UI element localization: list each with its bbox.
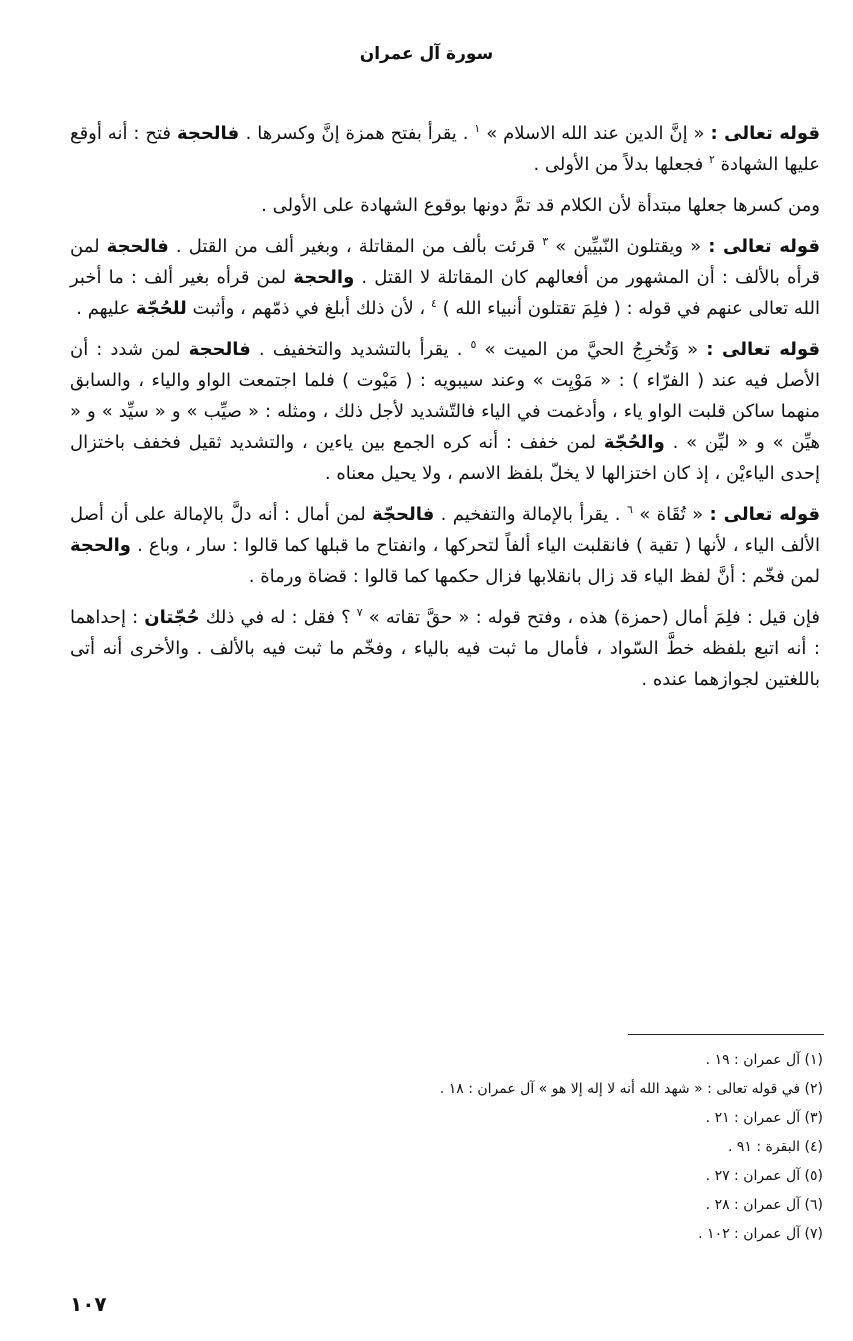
footnote-ref[interactable]: ٢ [708, 153, 715, 166]
footnote-ref[interactable]: ٧ [356, 606, 363, 619]
paragraph-2 [70, 190, 820, 221]
text-run: : إحداهما : أنه اتبع بلفظه خطَّ السّواد ، فأمال ما ثبت فيه بالياء ، وفخّم ما ثبت فيه بالألف . والأخرى أنه أتى باللغتين لجوازهما عنده . [70, 607, 820, 690]
text-run: . يقرأ بفتح همزة إنَّ وكسرها . [245, 123, 475, 144]
text-run: قرئت بألف من المقاتلة ، وبغير ألف من القتل . [168, 236, 543, 257]
text-run: . يقرأ بالإمالة والتفخيم . [434, 504, 627, 525]
keyword-hujjatan: حُجّتان [144, 607, 200, 628]
running-head: سورة آل عمران [359, 44, 494, 64]
keyword-hujja: للحُجّة [135, 298, 187, 319]
text-run: فتح : أنه أوقع عليها الشهادة [70, 123, 820, 175]
footnote-7: (٧) آل عمران : ١٠٢ . [698, 1226, 823, 1242]
paragraph-4 [70, 334, 820, 489]
keyword-hujja: والحُجّة [603, 432, 665, 453]
verse-lead: قوله تعالى : [708, 236, 821, 257]
footnote-6: (٦) آل عمران : ٢٨ . [705, 1197, 823, 1213]
text-run: لمن قرأه بغير ألف : ما أخبر الله تعالى عنهم في قوله : ( فلِمَ تقتلون أنبياء الله ) [70, 267, 820, 319]
keyword-hujja: فالحجة [176, 123, 246, 144]
text-run: ؟ فقل : له في ذلك [199, 607, 357, 628]
text-run: ومن كسرها جعلها مبتدأة لأن الكلام قد تمَّ دونها بوقوع الشهادة على الأولى . [261, 195, 820, 216]
text-run: لمن قرأه بالألف : أن المشهور من أفعالهم كان المقاتلة لا القتل . [70, 236, 821, 288]
footnote-5: (٥) آل عمران : ٢٧ . [705, 1168, 823, 1184]
verse-quote: « ويقتلون النّبيِّين » [548, 236, 709, 257]
text-run: لمن فخّم : أنَّ لفظ الياء قد زال بانقلابها فزال حكمها كما قالوا : قضاة ورماة . [248, 566, 820, 587]
text-run: فإن قيل : فلِمَ أمال (حمزة) هذه ، وفتح قوله : « حقَّ تقاته » [362, 607, 820, 628]
verse-quote: « تُقَاة » [632, 504, 710, 525]
text-run: عليهم . [76, 298, 136, 319]
footnote-1: (١) آل عمران : ١٩ . [705, 1052, 823, 1068]
paragraph-6 [70, 602, 820, 695]
keyword-hujja: فالحجة [188, 339, 251, 360]
verse-lead: قوله تعالى : [706, 339, 821, 360]
keyword-hujja: والحجة [293, 267, 355, 288]
footnote-ref[interactable]: ٤ [430, 297, 437, 310]
footnotes [123, 1046, 823, 1249]
keyword-hujja: فالحجة [106, 236, 169, 257]
footnote-ref[interactable]: ٣ [542, 235, 549, 248]
footnote-3: (٣) آل عمران : ٢١ . [705, 1110, 823, 1126]
verse-lead: قوله تعالى : [709, 504, 821, 525]
footnote-ref[interactable]: ٥ [470, 338, 477, 351]
footnote-ref[interactable]: ٦ [626, 503, 633, 516]
paragraph-1 [70, 118, 820, 180]
main-text [70, 118, 820, 705]
verse-lead: قوله تعالى : [710, 123, 821, 144]
keyword-hujja: والحجة [70, 535, 131, 556]
paragraph-3 [70, 231, 820, 324]
footnote-divider [628, 1034, 824, 1035]
verse-quote: « وَتُخرِجُ الحيَّ من الميت » [476, 339, 707, 360]
keyword-hujja: فالحجّة [372, 504, 435, 525]
text-run: لمن أمال : أنه دلَّ بالإمالة على أن أصل الألف الياء ، لأنها ( تقية ) فانقلبت الياء ألفاً لتحركها ، وانفتاح ما قبلها كما قالوا : سار ، وباع . [70, 504, 820, 556]
footnote-2: (٢) في قوله تعالى : « شهد الله أنه لا إله إلا هو » آل عمران : ١٨ . [439, 1081, 823, 1097]
text-run: لمن شدد : أن الأصل فيه عند ( الفرّاء ) : « مَوْيِت » وعند سيبويه : ( مَيْوت ) فلما اجتمعت الواو والياء ، والسابق منهما ساكن قلبت الواو ياء ، وأدغمت في الياء فالتّشديد لأجل ذلك ، ومثله : « صيِّب » و « سيِّد » و « هيِّن » و « ليِّن » . [70, 339, 820, 453]
text-run: . يقرأ بالتشديد والتخفيف . [250, 339, 471, 360]
page-number: ١٠٧ [70, 1292, 107, 1316]
verse-quote: « إنَّ الدين عند الله الاسلام » [480, 123, 711, 144]
footnote-ref[interactable]: ١ [474, 122, 481, 135]
text-run: فجعلها بدلاً من الأولى . [533, 154, 709, 175]
paragraph-5 [70, 499, 820, 592]
footnote-4: (٤) البقرة : ٩١ . [727, 1139, 823, 1155]
text-run: ، لأن ذلك أبلغ في ذمّهم ، وأثبت [186, 298, 431, 319]
text-run: لمن خفف : أنه كره الجمع بين ياءين ، والتشديد ثقيل فخفف باختزال إحدى الياءيْن ، إذ كان اختزالها لا يخلّ بلفظ الاسم ، ولا يحيل معناه . [70, 432, 820, 484]
